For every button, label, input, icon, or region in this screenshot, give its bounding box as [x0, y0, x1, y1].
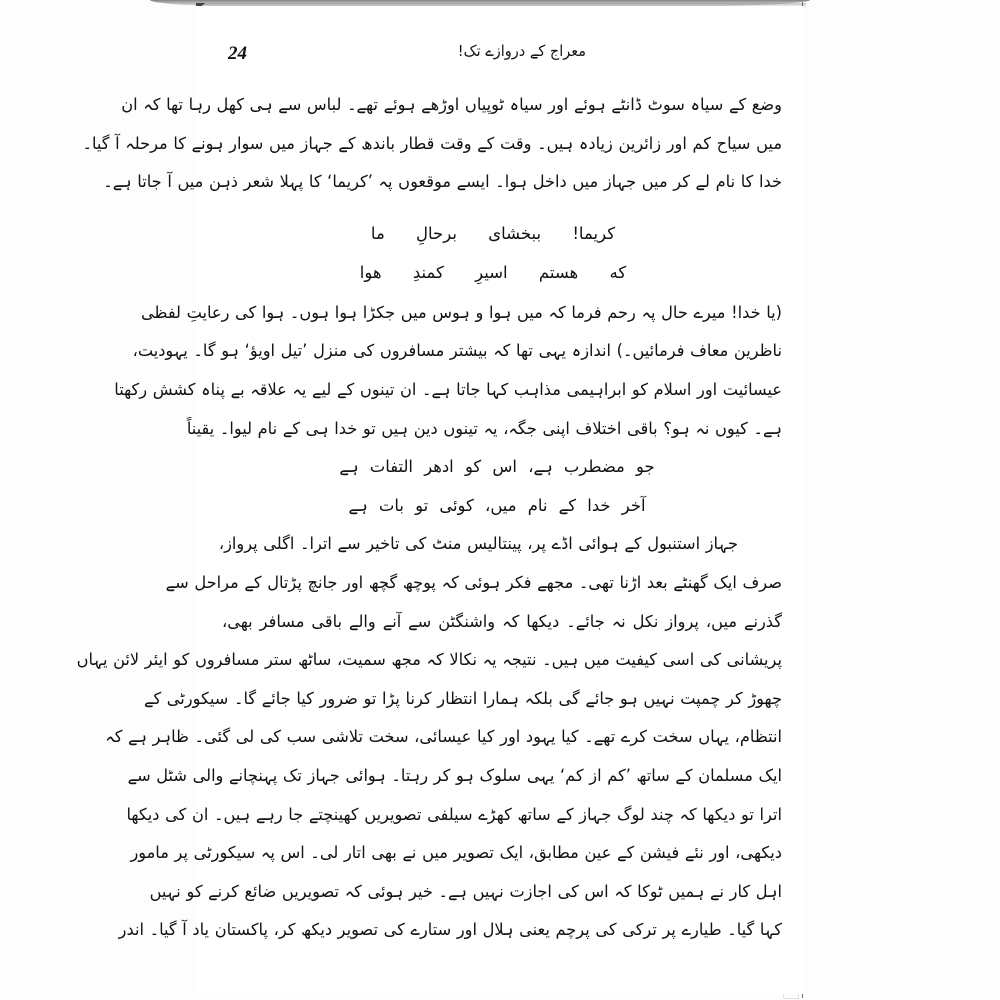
- body-line: خدا کا نام لے کر میں جہاز میں داخل ہوا۔ ایسے موقعوں پہ ’کریما‘ کا پہلا شعر ذہن میں آ جاتا ہے۔: [103, 171, 782, 192]
- body-line: (یا خدا! میرے حال پہ رحم فرما کہ میں ہوا و ہوس میں جکڑا ہوا ہوں۔ ہوا کی رعایتِ لفظی: [141, 302, 782, 322]
- body-line: عیسائیت اور اسلام کو ابراہیمی مذاہب کہا جاتا ہے۔ ان تینوں کے لیے یہ علاقہ بے پناہ کشش رکھتا: [114, 379, 782, 400]
- body-line: کہا گیا۔ طیارے پر ترکی کی پرچم یعنی ہلال اور ستارے کی تصویر دیکھ کر، پاکستان یاد آ گیا۔ اندر: [118, 920, 782, 940]
- verse-line: جو مضطرب ہے، اس کو ادھر التفات ہے: [339, 457, 655, 477]
- verse-line: کریما! ببخشای برحالِ ما: [370, 223, 616, 243]
- verse-block-persian: [222, 214, 782, 292]
- body-line: دیکھی، اور نئے فیشن کے عین مطابق، ایک تصویر میں نے بھی اتار لی۔ اس پہ سیکورٹی پر مامور: [130, 842, 782, 863]
- verse-line: که هستم اسیرِ کمندِ هوا: [359, 262, 627, 282]
- body-line: وضع کے سیاہ سوٹ ڈانٹے ہوئے اور سیاہ ٹوپیاں اوڑھے ہوئے تھے۔ لباس سے ہی کھل رہا تھا کہ ان: [121, 94, 782, 115]
- body-copy: [76, 86, 782, 950]
- verse-spacer: [222, 202, 782, 208]
- body-line: ایک مسلمان کے ساتھ ’کم از کم‘ یہی سلوک ہو کر رہتا۔ ہوائی جہاز تک پہنچانے والی شٹل سے: [127, 765, 782, 786]
- body-line: جہاز استنبول کے ہوائی اڈے پر، پینتالیس منٹ کی تاخیر سے اترا۔ اگلی پرواز،: [218, 534, 738, 554]
- page-number: 24: [228, 43, 247, 64]
- verse-line: آخر خدا کے نام میں، کوئی تو بات ہے: [348, 495, 646, 515]
- verse-block-urdu: [222, 448, 782, 525]
- body-line: میں سیاح کم اور زائرین زیادہ ہیں۔ وقت کے وقت قطار باندھ کے جہاز میں سوار ہونے کا مرحلہ آ گیا۔: [82, 133, 782, 153]
- body-line: انتظام، یہاں سخت کرے تھے۔ کیا یہود اور کیا عیسائی، سخت تلاشی سب کی لی گئی۔ ظاہر ہے کہ: [105, 727, 782, 747]
- body-line: گذرنے میں، پرواز نکل نہ جائے۔ دیکھا کہ واشنگٹن سے آنے والے باقی مسافر بھی،: [222, 611, 782, 631]
- book-title-header: معراج کے دروازے تک!: [457, 43, 586, 61]
- page-text-block: [76, 40, 782, 950]
- body-line: صرف ایک گھنٹے بعد اڑنا تھی۔ مجھے فکر ہوئی کہ پوچھ گچھ اور جانچ پڑتال کے مراحل سے: [165, 572, 782, 593]
- running-head: [222, 40, 782, 74]
- body-line: پریشانی کی اسی کیفیت میں ہیں۔ نتیجہ یہ نکالا کہ مجھ سمیت، ساٹھ ستر مسافروں کو ایئر لائن یہاں: [76, 649, 782, 670]
- body-line: اترا تو دیکھا کہ چند لوگ جہاز کے ساتھ کھڑے سیلفی تصویریں کھینچتے جا رہے ہیں۔ ان کی دیکھا: [126, 804, 782, 824]
- body-line: ناظرین معاف فرمائیں۔) اندازہ یہی تھا کہ بیشتر مسافروں کی منزل ’تیل اویؤ‘ ہو گا۔ یہودیت،: [132, 341, 782, 361]
- body-line: ہے۔ کیوں نہ ہو؟ باقی اختلاف اپنی جگہ، یہ تینوں دین ہیں تو خدا ہی کے نام لیوا۔ یقیناً: [186, 418, 782, 438]
- body-line: اہل کار نے ہمیں ٹوکا کہ اس کی اجازت نہیں ہے۔ خیر ہوئی کہ تصویریں ضائع کرنے کو نہیں: [149, 881, 782, 901]
- body-line: چھوڑ کر چمپت نہیں ہو جائے گی بلکہ ہمارا انتظار کرنا پڑا تو ضرور کیا جائے گا۔ سیکورٹی کے: [143, 688, 782, 708]
